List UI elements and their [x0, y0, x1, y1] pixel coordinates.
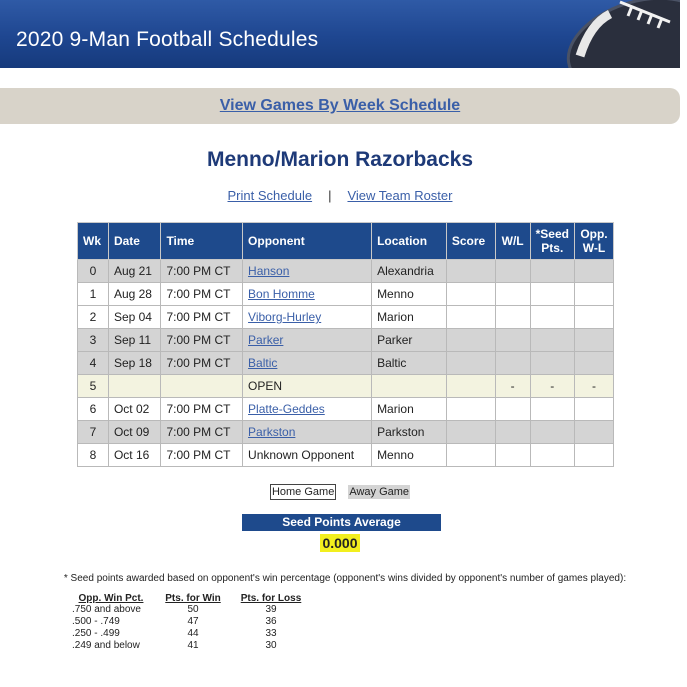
col-opp-wl: Opp. W-L: [574, 223, 613, 260]
opp-wl-cell: [574, 306, 613, 329]
opponent-cell: [243, 306, 372, 329]
score-cell: [446, 329, 495, 352]
seed-footnote: * Seed points awarded based on opponent's win percentage (opponent's wins divided by opponent's number of games played):: [63, 573, 627, 584]
time-cell: 7:00 PM CT: [161, 306, 243, 329]
time-cell: 7:00 PM CT: [161, 398, 243, 421]
legend-home-game: Home Game: [271, 486, 335, 498]
points-row: [68, 640, 310, 652]
opp-wl-cell: [574, 398, 613, 421]
score-cell: [446, 283, 495, 306]
opp-wl-cell: [574, 352, 613, 375]
location-cell: [372, 375, 447, 398]
schedule-row: [78, 352, 614, 375]
col-opponent: Opponent: [243, 223, 372, 260]
schedule-table: [77, 222, 614, 467]
print-schedule-link[interactable]: Print Schedule: [227, 188, 313, 203]
opponent-link[interactable]: Viborg-Hurley: [248, 310, 322, 324]
pts-loss-cell: 36: [265, 616, 277, 627]
location-cell: Parker: [372, 329, 447, 352]
score-cell: [446, 444, 495, 467]
pts-loss-cell: 33: [265, 628, 277, 639]
week-cell: 7: [78, 421, 109, 444]
date-cell: [108, 375, 161, 398]
col-pts-for-win: Pts. for Win: [165, 593, 221, 604]
opp-wl-cell: [574, 329, 613, 352]
date-cell: Oct 02: [108, 398, 161, 421]
points-row: [68, 604, 310, 616]
location-cell: Menno: [372, 444, 447, 467]
wl-cell: [495, 260, 530, 283]
schedule-row: [78, 260, 614, 283]
wl-cell: [495, 421, 530, 444]
schedule-row: [78, 444, 614, 467]
page-title: 2020 9-Man Football Schedules: [16, 28, 319, 51]
score-cell: [446, 306, 495, 329]
pts-win-cell: 41: [187, 640, 199, 651]
header-banner: [0, 0, 680, 68]
wl-cell: -: [495, 375, 530, 398]
date-cell: Sep 18: [108, 352, 161, 375]
opponent-link[interactable]: Bon Homme: [248, 287, 315, 301]
time-cell: [161, 375, 243, 398]
schedule-header-row: [78, 223, 614, 260]
seed-pts-cell: [530, 329, 574, 352]
seed-points-average-wrap: [0, 535, 680, 553]
pts-win-cell: 44: [187, 628, 199, 639]
col-location: Location: [372, 223, 447, 260]
win-pct-cell: .249 and below: [72, 640, 140, 651]
location-cell: Baltic: [372, 352, 447, 375]
opp-wl-cell: -: [574, 375, 613, 398]
view-week-schedule-link[interactable]: View Games By Week Schedule: [219, 97, 461, 114]
schedule-row: [78, 283, 614, 306]
wl-cell: [495, 283, 530, 306]
opponent-cell: OPEN: [243, 375, 372, 398]
opponent-link[interactable]: Hanson: [248, 264, 290, 278]
location-cell: Alexandria: [372, 260, 447, 283]
pts-win-cell: 47: [187, 616, 199, 627]
opp-wl-cell: [574, 283, 613, 306]
win-pct-cell: .250 - .499: [72, 628, 120, 639]
time-cell: 7:00 PM CT: [161, 421, 243, 444]
football-icon: [550, 0, 680, 68]
wl-cell: [495, 352, 530, 375]
col-time: Time: [161, 223, 243, 260]
points-row: [68, 628, 310, 640]
week-cell: 5: [78, 375, 109, 398]
score-cell: [446, 375, 495, 398]
date-cell: Oct 09: [108, 421, 161, 444]
time-cell: 7:00 PM CT: [161, 444, 243, 467]
location-cell: Marion: [372, 398, 447, 421]
schedule-row: [78, 375, 614, 398]
col-opp-win-pct: Opp. Win Pct.: [78, 593, 144, 604]
col-week: Wk: [78, 223, 109, 260]
col-pts-for-loss: Pts. for Loss: [240, 593, 302, 604]
col-seed-pts: *Seed Pts.: [530, 223, 574, 260]
win-pct-cell: .750 and above: [72, 604, 141, 615]
opponent-link[interactable]: Platte-Geddes: [248, 402, 325, 416]
schedule-body: [78, 260, 614, 467]
date-cell: Aug 28: [108, 283, 161, 306]
col-wl: W/L: [495, 223, 530, 260]
wl-cell: [495, 329, 530, 352]
opponent-cell: [243, 329, 372, 352]
opponent-link[interactable]: Baltic: [248, 356, 278, 370]
date-cell: Sep 11: [108, 329, 161, 352]
opponent-cell: [243, 283, 372, 306]
seed-points-average-label: Seed Points Average: [242, 514, 441, 531]
week-schedule-bar: [0, 88, 680, 124]
view-team-roster-link[interactable]: View Team Roster: [347, 188, 453, 203]
wl-cell: [495, 398, 530, 421]
col-date: Date: [108, 223, 161, 260]
opponent-cell: [243, 260, 372, 283]
opponent-cell: [243, 421, 372, 444]
opp-wl-cell: [574, 260, 613, 283]
seed-pts-cell: -: [530, 375, 574, 398]
seed-pts-cell: [530, 444, 574, 467]
schedule-row: [78, 306, 614, 329]
location-cell: Parkston: [372, 421, 447, 444]
seed-pts-cell: [530, 398, 574, 421]
legend-away-game: Away Game: [349, 486, 410, 498]
seed-pts-cell: [530, 260, 574, 283]
points-body: [68, 604, 310, 652]
opponent-link[interactable]: Parker: [248, 333, 284, 347]
points-table: [68, 593, 310, 652]
week-cell: 0: [78, 260, 109, 283]
date-cell: Sep 04: [108, 306, 161, 329]
seed-points-average-value: 0.000: [322, 535, 358, 551]
time-cell: 7:00 PM CT: [161, 260, 243, 283]
week-cell: 3: [78, 329, 109, 352]
pts-loss-cell: 39: [265, 604, 277, 615]
points-header-row: [68, 593, 310, 604]
seed-pts-cell: [530, 283, 574, 306]
schedule-row: [78, 398, 614, 421]
opponent-link[interactable]: Parkston: [248, 425, 296, 439]
pts-win-cell: 50: [187, 604, 199, 615]
points-row: [68, 616, 310, 628]
week-cell: 6: [78, 398, 109, 421]
schedule-row: [78, 329, 614, 352]
date-cell: Oct 16: [108, 444, 161, 467]
location-cell: Marion: [372, 306, 447, 329]
time-cell: 7:00 PM CT: [161, 329, 243, 352]
score-cell: [446, 421, 495, 444]
score-cell: [446, 352, 495, 375]
opp-wl-cell: [574, 444, 613, 467]
legend: [0, 484, 680, 500]
date-cell: Aug 21: [108, 260, 161, 283]
week-cell: 1: [78, 283, 109, 306]
pts-loss-cell: 30: [265, 640, 277, 651]
link-separator: |: [328, 188, 332, 203]
time-cell: 7:00 PM CT: [161, 283, 243, 306]
score-cell: [446, 398, 495, 421]
wl-cell: [495, 306, 530, 329]
opp-wl-cell: [574, 421, 613, 444]
seed-pts-cell: [530, 352, 574, 375]
week-cell: 8: [78, 444, 109, 467]
col-score: Score: [446, 223, 495, 260]
team-links: [0, 188, 680, 203]
location-cell: Menno: [372, 283, 447, 306]
team-name: Menno/Marion Razorbacks: [206, 148, 474, 171]
win-pct-cell: .500 - .749: [72, 616, 120, 627]
week-cell: 4: [78, 352, 109, 375]
seed-pts-cell: [530, 306, 574, 329]
time-cell: 7:00 PM CT: [161, 352, 243, 375]
opponent-cell: [243, 352, 372, 375]
seed-pts-cell: [530, 421, 574, 444]
week-cell: 2: [78, 306, 109, 329]
schedule-row: [78, 421, 614, 444]
wl-cell: [495, 444, 530, 467]
score-cell: [446, 260, 495, 283]
opponent-cell: [243, 398, 372, 421]
opponent-cell: Unknown Opponent: [243, 444, 372, 467]
